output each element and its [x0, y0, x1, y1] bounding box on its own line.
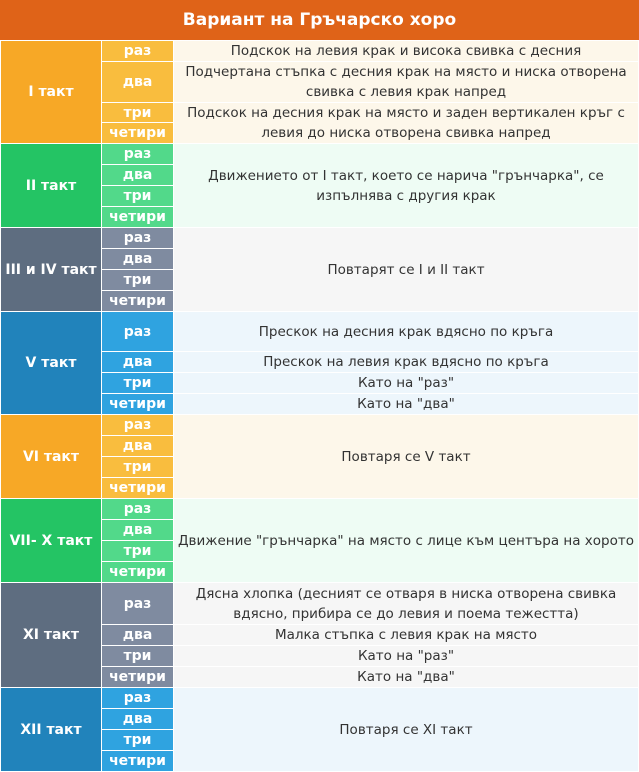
- takt-cell: III и IV такт: [1, 228, 102, 312]
- desc-cell: Като на "раз": [174, 646, 639, 667]
- beat-cell: раз: [102, 688, 174, 709]
- desc-cell: Малка стъпка с левия крак на място: [174, 625, 639, 646]
- beat-cell: раз: [102, 41, 174, 62]
- beat-cell: раз: [102, 144, 174, 165]
- beat-cell: три: [102, 730, 174, 751]
- takt-cell: VI такт: [1, 415, 102, 499]
- beat-cell: три: [102, 186, 174, 207]
- beat-cell: раз: [102, 499, 174, 520]
- takt-cell: I такт: [1, 41, 102, 144]
- beat-cell: четири: [102, 751, 174, 772]
- beat-cell: два: [102, 625, 174, 646]
- table-title: Вариант на Гръчарско хоро: [0, 0, 639, 40]
- beat-cell: два: [102, 62, 174, 103]
- beat-cell: четири: [102, 394, 174, 415]
- desc-cell: Подскок на левия крак и висока свивка с десния: [174, 41, 639, 62]
- desc-cell: Движение "грънчарка" на място с лице към центъра на хорото: [174, 499, 639, 583]
- takt-cell: VII- X такт: [1, 499, 102, 583]
- desc-cell: Повтарят се I и II такт: [174, 228, 639, 312]
- beat-cell: три: [102, 270, 174, 291]
- beat-cell: три: [102, 457, 174, 478]
- desc-cell: Като на "два": [174, 667, 639, 688]
- beat-cell: два: [102, 249, 174, 270]
- beat-cell: раз: [102, 415, 174, 436]
- desc-cell: Дясна хлопка (десният се отваря в ниска отворена свивка вдясно, прибира се до левия и поема тежестта): [174, 583, 639, 625]
- beat-cell: два: [102, 436, 174, 457]
- takt-cell: V такт: [1, 312, 102, 415]
- desc-cell: Прескок на левия крак вдясно по кръга: [174, 352, 639, 373]
- beat-cell: четири: [102, 562, 174, 583]
- beat-cell: четири: [102, 667, 174, 688]
- takt-cell: XII такт: [1, 688, 102, 772]
- desc-cell: Като на "раз": [174, 373, 639, 394]
- dance-table: [0, 40, 639, 772]
- beat-cell: два: [102, 352, 174, 373]
- desc-cell: Подскок на десния крак на място и заден вертикален кръг с левия до ниска отворена свивка напред: [174, 103, 639, 144]
- beat-cell: три: [102, 103, 174, 123]
- beat-cell: два: [102, 165, 174, 186]
- beat-cell: четири: [102, 207, 174, 228]
- desc-cell: Движението от I такт, което се нарича "грънчарка", се изпълнява с другия крак: [174, 144, 639, 228]
- desc-cell: Като на "два": [174, 394, 639, 415]
- beat-cell: четири: [102, 123, 174, 144]
- desc-cell: Повтаря се XI такт: [174, 688, 639, 772]
- beat-cell: два: [102, 709, 174, 730]
- desc-cell: Повтаря се V такт: [174, 415, 639, 499]
- beat-cell: три: [102, 541, 174, 562]
- beat-cell: три: [102, 646, 174, 667]
- beat-cell: четири: [102, 478, 174, 499]
- beat-cell: четири: [102, 291, 174, 312]
- beat-cell: раз: [102, 228, 174, 249]
- desc-cell: Подчертана стъпка с десния крак на място и ниска отворена свивка с левия крак напред: [174, 62, 639, 103]
- desc-cell: Прескок на десния крак вдясно по кръга: [174, 312, 639, 352]
- beat-cell: два: [102, 520, 174, 541]
- beat-cell: три: [102, 373, 174, 394]
- takt-cell: XI такт: [1, 583, 102, 688]
- beat-cell: раз: [102, 583, 174, 625]
- takt-cell: II такт: [1, 144, 102, 228]
- beat-cell: раз: [102, 312, 174, 352]
